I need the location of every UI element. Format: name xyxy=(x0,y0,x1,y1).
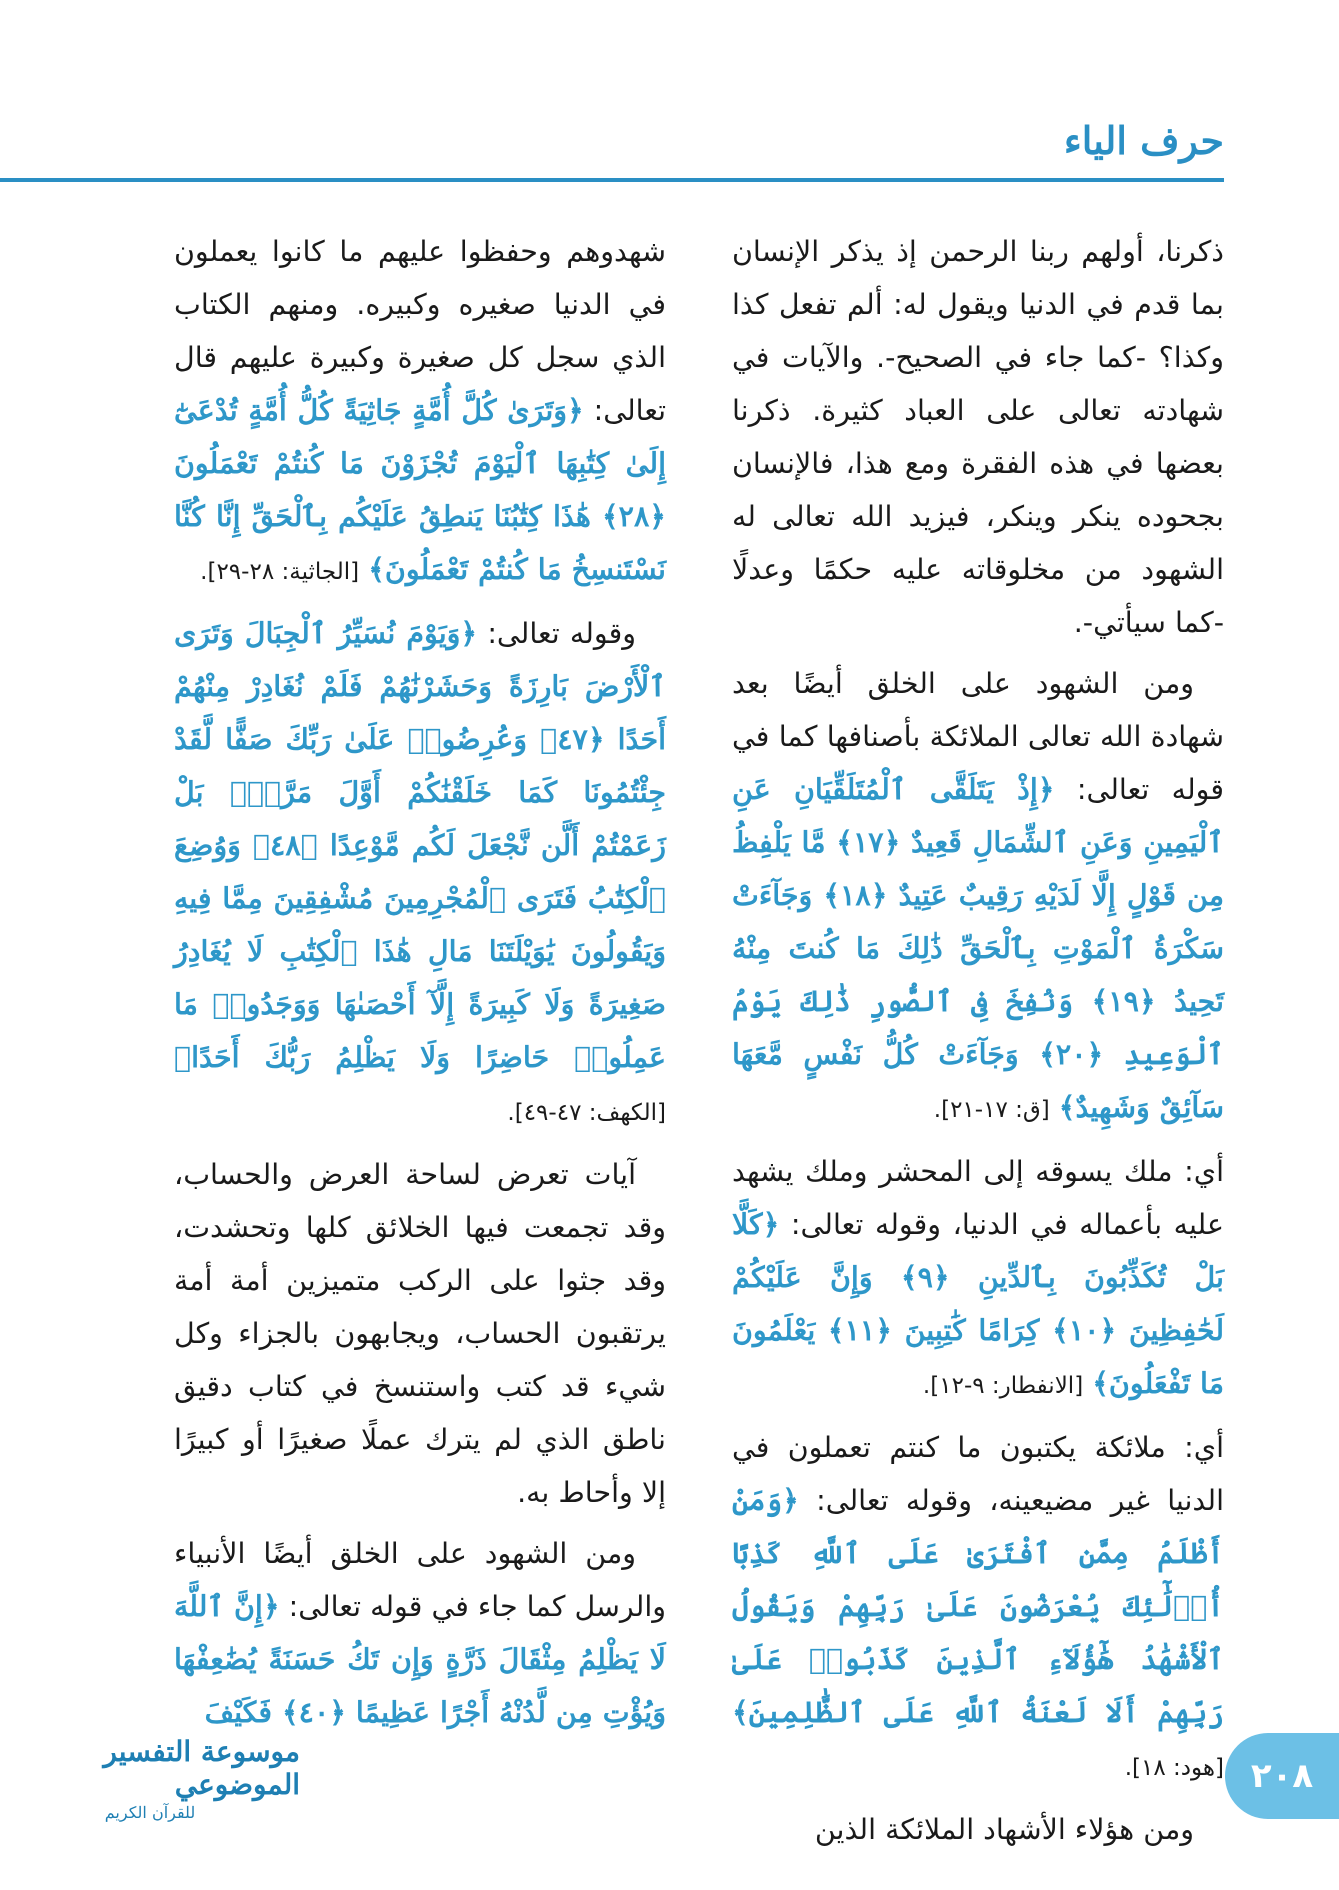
quran-verse: ﴿وَيَوْمَ نُسَيِّرُ ٱلْجِبَالَ وَتَرَى ٱلْأَرْضَ بَارِزَةً وَحَشَرْنَٰهُمْ فَلَمْ نُغَادِرْ مِنْهُمْ أَحَدًا ﴿٤٧﴾ وَعُرِضُوا۟ عَلَىٰ رَبِّكَ صَفًّا لَّقَدْ جِئْتُمُونَا كَمَا خَلَقْنَٰكُمْ أَوَّلَ مَرَّةٍۭ بَلْ زَعَمْتُمْ أَلَّن نَّجْعَلَ لَكُم مَّوْعِدًا ﴿٤٨﴾ وَوُضِعَ ٱلْكِتَٰبُ فَتَرَى ٱلْمُجْرِمِينَ مُشْفِقِينَ مِمَّا فِيهِ وَيَقُولُونَ يَٰوَيْلَتَنَا مَالِ هَٰذَا ٱلْكِتَٰبِ لَا يُغَادِرُ صَغِيرَةً وَلَا كَبِيرَةً إِلَّآ أَحْصَىٰهَا وَوَجَدُوا۟ مَا عَمِلُوا۟ حَاضِرًا وَلَا يَظْلِمُ رَبُّكَ أَحَدًا﴾ xyxy=(174,616,667,1074)
left-column xyxy=(174,225,666,1747)
paragraph xyxy=(732,1421,1224,1795)
verse-reference: [الانفطار: ٩-١٢]. xyxy=(922,1373,1084,1399)
paragraph: ومن هؤلاء الأشهاد الملائكة الذين xyxy=(814,1813,1194,1846)
page-header-title: حرف الياء xyxy=(1063,118,1224,163)
body-text: وقوله تعالى: xyxy=(487,617,637,650)
verse-reference: [ق: ١٧-٢١]. xyxy=(933,1097,1050,1123)
body-text: ومن الشهود على الخلق أيضًا بعد شهادة الله تعالى الملائكة بأصنافها كما في قوله تعالى: xyxy=(732,667,1224,806)
quran-verse: ﴿كَلَّا بَلْ تُكَذِّبُونَ بِٱلدِّينِ ﴿٩﴾ وَإِنَّ عَلَيْكُمْ لَحَٰفِظِينَ ﴿١٠﴾ كِرَامًا كَٰتِبِينَ ﴿١١﴾ يَعْلَمُونَ مَا تَفْعَلُونَ﴾ xyxy=(732,1207,1224,1400)
paragraph: آيات تعرض لساحة العرض والحساب، وقد تجمعت فيها الخلائق كلها وتحشدت، وقد جثوا على الركب متميزين أمة أمة يرتقبون الحساب، ويجابهون بالجزاء وكل شيء قد كتب واستنسخ في كتاب دقيق ناطق الذي لم يترك عملًا صغيرًا أو كبيرًا إلا وأحاط به. xyxy=(174,1158,666,1509)
body-text: ومن الشهود على الخلق أيضًا الأنبياء والرسل كما جاء في قوله تعالى: xyxy=(174,1537,666,1623)
body-text: أي: ملائكة يكتبون ما كنتم تعملون في الدنيا غير مضيعينه، وقوله تعالى: xyxy=(732,1431,1224,1517)
paragraph: ذكرنا، أولهم ربنا الرحمن إذ يذكر الإنسان بما قدم في الدنيا ويقول له: ألم تفعل كذا وكذا؟ -كما جاء في الصحيح-. والآيات في شهادته تعالى على العباد كثيرة. ذكرنا بعضها في هذه الفقرة ومع هذا، فالإنسان بجحوده ينكر وينكر، فيزيد الله تعالى له الشهود من مخلوقاته عليه حكمًا وعدلًا -كما سيأتي-. xyxy=(732,235,1224,639)
paragraph xyxy=(732,1145,1224,1413)
quran-verse: ﴿إِنَّ ٱللَّهَ لَا يَظْلِمُ مِثْقَالَ ذَرَّةٍ وَإِن تَكُ حَسَنَةً يُضَٰعِفْهَا وَيُؤْتِ مِن لَّدُنْهُ أَجْرًا عَظِيمًا ﴿٤٠﴾ فَكَيْفَ xyxy=(173,1589,666,1729)
book-logo xyxy=(0,1734,300,1822)
logo-title: موسوعة التفسير الموضوعي xyxy=(103,1734,300,1801)
verse-reference: [الكهف: ٤٧-٤٩]. xyxy=(507,1100,666,1126)
quran-verse: ﴿وَمَنْ أَظْلَمُ مِمَّنِ ٱفْتَرَىٰ عَلَى ٱللَّهِ كَذِبًا أُو۟لَٰٓئِكَ يُعْرَضُونَ عَلَىٰ رَبِّهِمْ وَيَقُولُ ٱلْأَشْهَٰدُ هَٰٓؤُلَآءِ ٱلَّذِينَ كَذَبُوا۟ عَلَىٰ رَبِّهِمْ أَلَا لَعْنَةُ ٱللَّهِ عَلَى ٱلظَّٰلِمِينَ﴾ xyxy=(732,1483,1224,1729)
body-text: أي: ملك يسوقه إلى المحشر وملك يشهد عليه بأعماله في الدنيا، وقوله تعالى: xyxy=(732,1155,1224,1241)
body-text: شهدوهم وحفظوا عليهم ما كانوا يعملون في الدنيا صغيره وكبيره. ومنهم الكتاب الذي سجل كل صغيرة وكبيرة عليهم قال تعالى: xyxy=(174,235,666,427)
quran-verse: ﴿إِذْ يَتَلَقَّى ٱلْمُتَلَقِّيَانِ عَنِ ٱلْيَمِينِ وَعَنِ ٱلشِّمَالِ قَعِيدٌ ﴿١٧﴾ مَّا يَلْفِظُ مِن قَوْلٍ إِلَّا لَدَيْهِ رَقِيبٌ عَتِيدٌ ﴿١٨﴾ وَجَآءَتْ سَكْرَةُ ٱلْمَوْتِ بِٱلْحَقِّ ذَٰلِكَ مَا كُنتَ مِنْهُ تَحِيدُ ﴿١٩﴾ وَنُفِخَ فِى ٱلصُّورِ ذَٰلِكَ يَوْمُ ٱلْوَعِيدِ ﴿٢٠﴾ وَجَآءَتْ كُلُّ نَفْسٍ مَّعَهَا سَآئِقٌ وَشَهِيدٌ﴾ xyxy=(732,772,1224,1124)
paragraph xyxy=(732,657,1224,1137)
logo-subtitle: للقرآن الكريم xyxy=(104,1802,196,1822)
paragraph xyxy=(174,607,666,1140)
verse-reference: [الجاثية: ٢٨-٢٩]. xyxy=(200,559,360,585)
right-column xyxy=(732,225,1224,1864)
paragraph xyxy=(174,1527,666,1739)
header-divider xyxy=(0,178,1224,182)
verse-reference: [هود: ١٨]. xyxy=(1124,1755,1224,1781)
quran-verse: ﴿وَتَرَىٰ كُلَّ أُمَّةٍ جَاثِيَةً كُلُّ أُمَّةٍ تُدْعَىٰٓ إِلَىٰ كِتَٰبِهَا ٱلْيَوْمَ تُجْزَوْنَ مَا كُنتُمْ تَعْمَلُونَ ﴿٢٨﴾ هَٰذَا كِتَٰبُنَا يَنطِقُ عَلَيْكُم بِٱلْحَقِّ إِنَّا كُنَّا نَسْتَنسِخُ مَا كُنتُمْ تَعْمَلُونَ﴾ xyxy=(174,393,666,586)
paragraph xyxy=(174,225,666,599)
page-number: ٢٠٨ xyxy=(1225,1733,1339,1819)
